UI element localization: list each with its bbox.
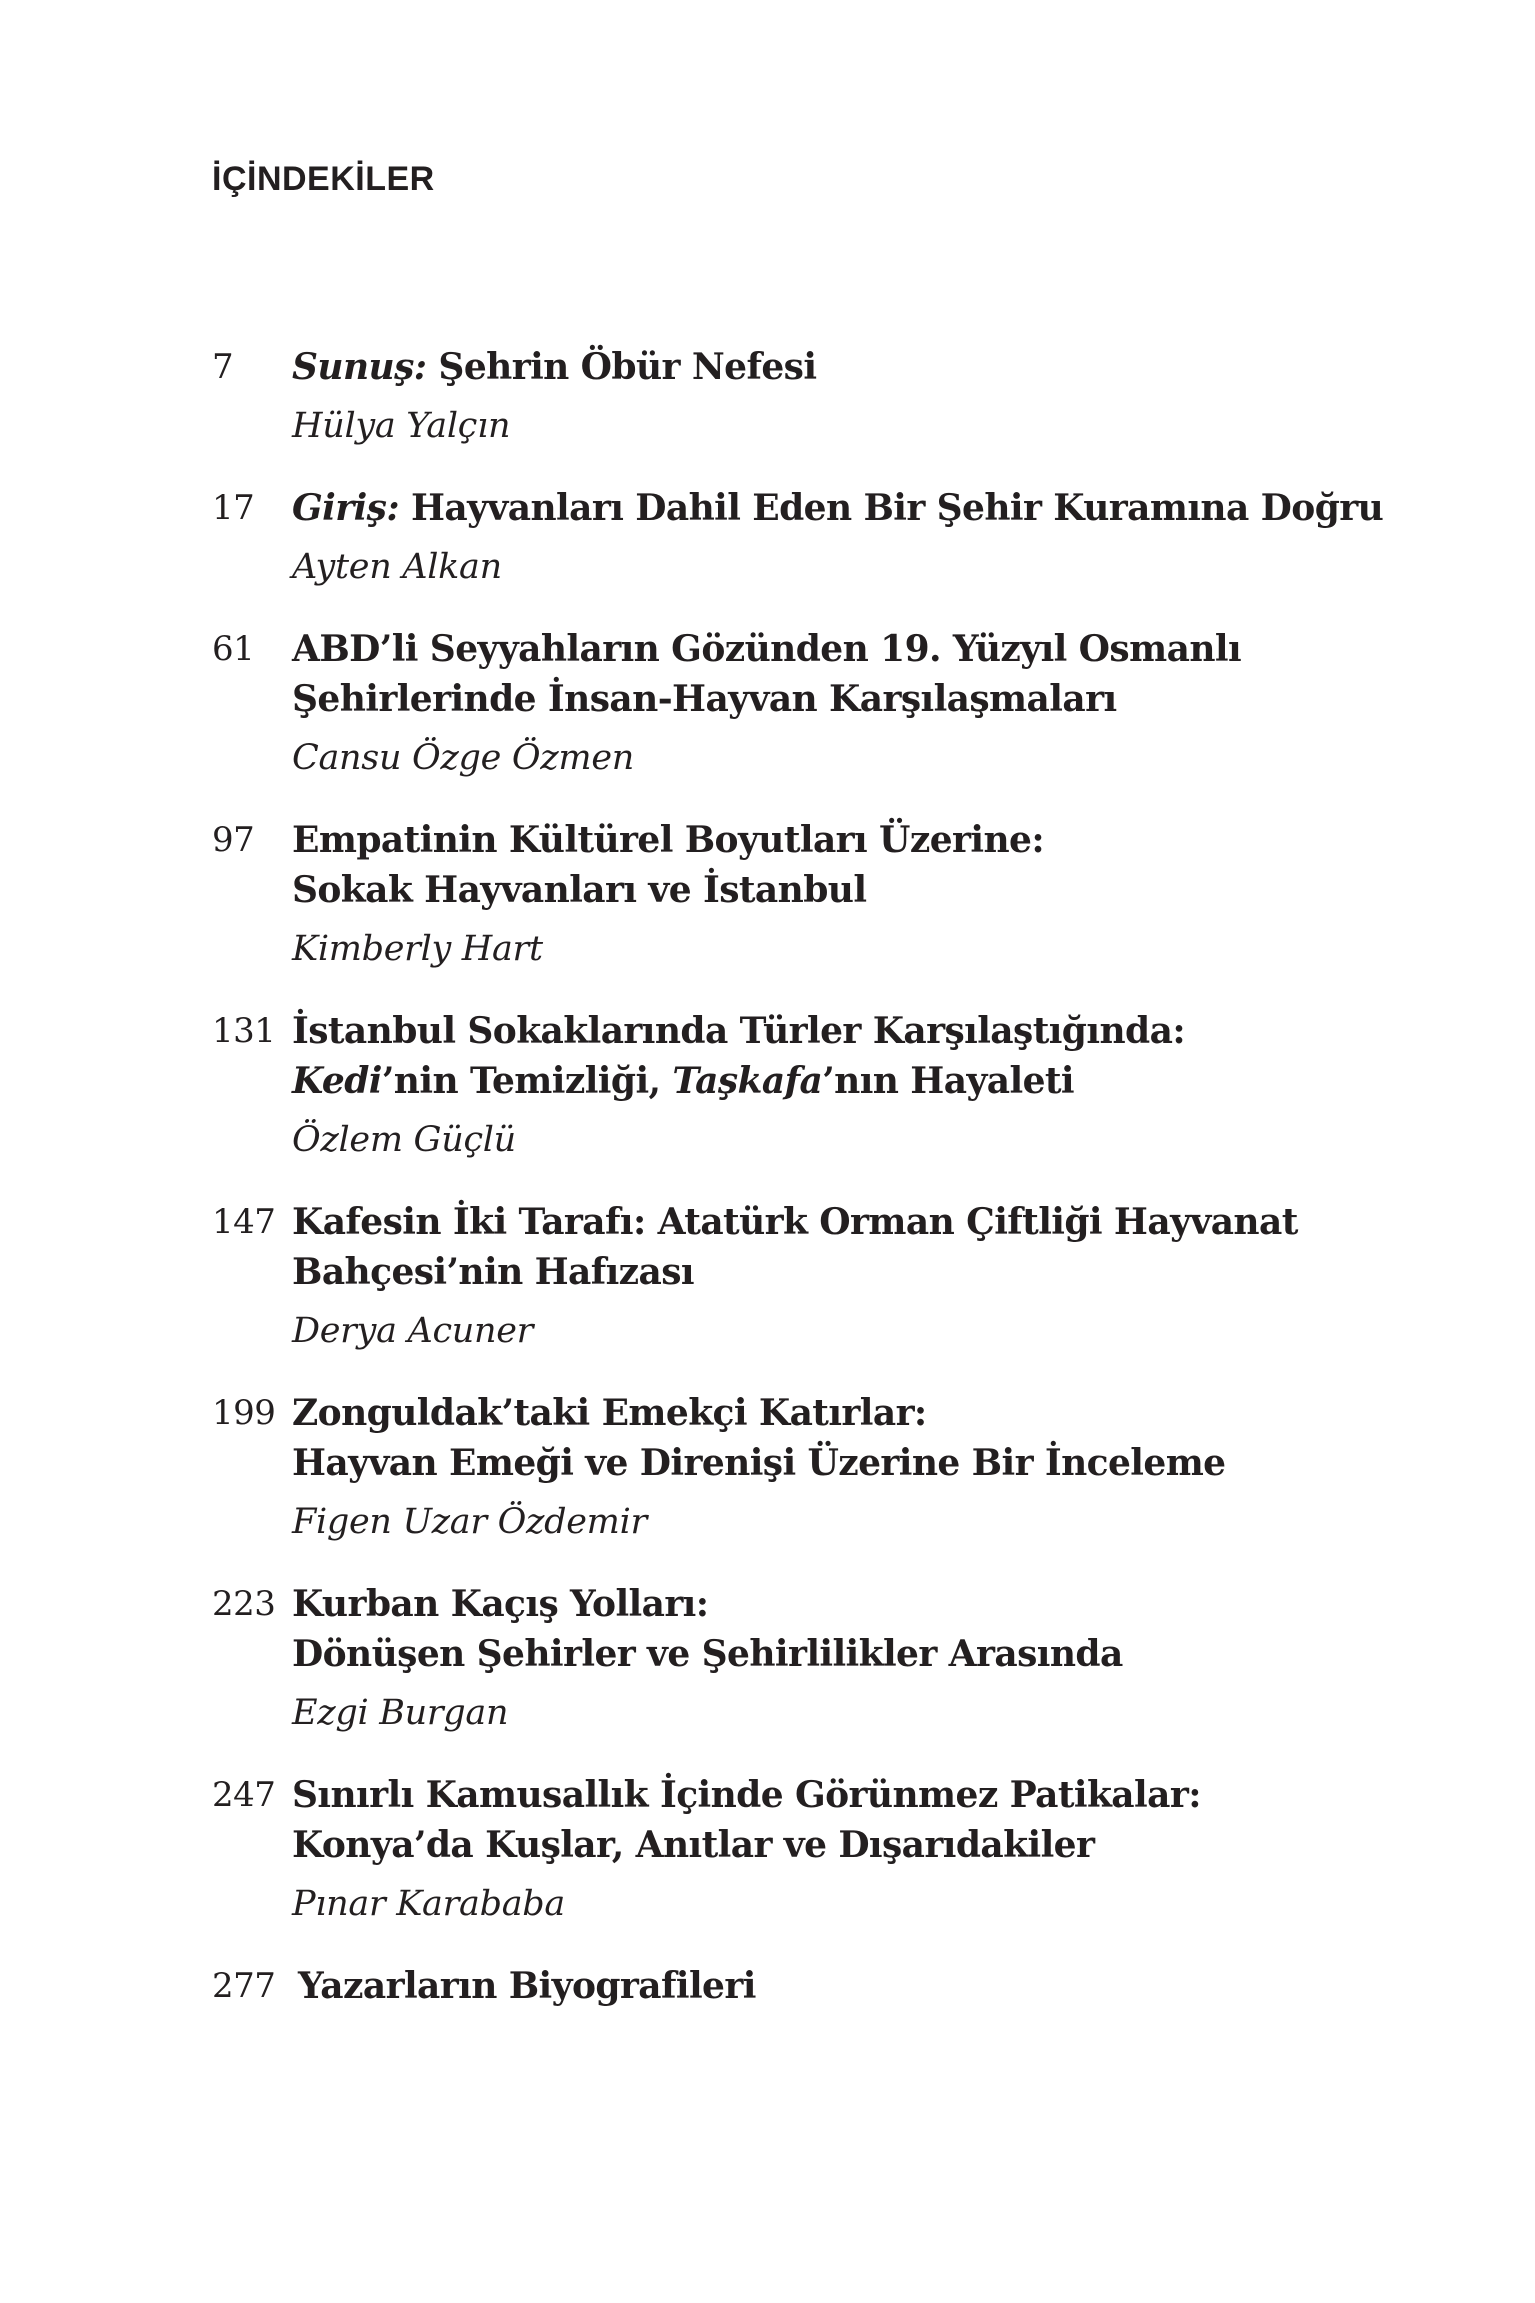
chapter-title — [292, 1388, 1412, 1488]
chapter-title: Yazarların Biyografileri — [298, 1965, 756, 2007]
title-prefix: Giriş: — [292, 487, 400, 529]
title-line: İstanbul Sokaklarında Türler Karşılaştığında: — [292, 1010, 1186, 1052]
italic-term: Kedi — [292, 1060, 382, 1102]
chapter-title — [292, 624, 1412, 724]
page-number: 17 — [212, 488, 255, 528]
title-line: Sokak Hayvanları ve İstanbul — [292, 869, 867, 911]
chapter-title — [292, 1197, 1412, 1297]
title-line: Zonguldak’taki Emekçi Katırlar: — [292, 1392, 927, 1434]
chapter-title — [292, 1006, 1412, 1106]
chapter-title — [292, 1579, 1412, 1679]
toc-entry[interactable] — [212, 1579, 1412, 1737]
title-line: Hayvan Emeği ve Direnişi Üzerine Bir İnceleme — [292, 1442, 1226, 1484]
page-number: 223 — [212, 1584, 276, 1624]
title-line: Sınırlı Kamusallık İçinde Görünmez Patikalar: — [292, 1774, 1201, 1816]
chapter-author: Ayten Alkan — [292, 547, 502, 587]
page-number: 61 — [212, 629, 255, 669]
toc-entry[interactable] — [212, 1770, 1412, 1928]
page-number: 247 — [212, 1775, 276, 1815]
chapter-author: Cansu Özge Özmen — [292, 738, 634, 778]
toc-entry[interactable] — [212, 815, 1412, 973]
title-line: Empatinin Kültürel Boyutları Üzerine: — [292, 819, 1045, 861]
italic-term: Taşkafa — [672, 1060, 823, 1102]
chapter-author: Kimberly Hart — [292, 929, 543, 969]
chapter-author: Figen Uzar Özdemir — [292, 1502, 647, 1542]
page-number: 97 — [212, 820, 255, 860]
title-line: ABD’li Seyyahların Gözünden 19. Yüzyıl Osmanlı — [292, 628, 1242, 670]
chapter-author: Derya Acuner — [292, 1311, 534, 1351]
toc-entry[interactable] — [212, 1197, 1412, 1355]
title-line: Kafesin İki Tarafı: Atatürk Orman Çiftliği Hayvanat — [292, 1201, 1298, 1243]
chapter-title — [292, 1770, 1412, 1870]
page-number: 131 — [212, 1011, 276, 1051]
title-prefix: Sunuş: — [292, 346, 427, 388]
toc-entry[interactable] — [212, 483, 1412, 591]
chapter-author: Ezgi Burgan — [292, 1693, 509, 1733]
title-line: Kurban Kaçış Yolları: — [292, 1583, 709, 1625]
toc-entry[interactable] — [212, 1388, 1412, 1546]
title-line: Konya’da Kuşlar, Anıtlar ve Dışarıdakiler — [292, 1824, 1095, 1866]
page-number: 7 — [212, 347, 234, 387]
page-number: 147 — [212, 1202, 276, 1242]
page-number: 199 — [212, 1393, 276, 1433]
toc-entry[interactable] — [212, 624, 1412, 782]
chapter-author: Pınar Karababa — [292, 1884, 565, 1924]
page-number: 277 — [212, 1966, 276, 2006]
chapter-author: Özlem Güçlü — [292, 1120, 516, 1160]
chapter-title: Giriş: Hayvanları Dahil Eden Bir Şehir Kuramına Doğru — [292, 487, 1384, 529]
toc-entry[interactable] — [212, 342, 1412, 450]
page-title: İÇİNDEKİLER — [212, 160, 435, 198]
chapter-title: Sunuş: Şehrin Öbür Nefesi — [292, 346, 817, 388]
title-line: Şehirlerinde İnsan-Hayvan Karşılaşmaları — [292, 678, 1117, 720]
toc-entry[interactable] — [212, 1961, 1412, 2011]
chapter-title — [292, 815, 1412, 915]
title-line: Dönüşen Şehirler ve Şehirlilikler Arasında — [292, 1633, 1123, 1675]
table-of-contents — [212, 342, 1412, 2044]
title-line: Bahçesi’nin Hafızası — [292, 1251, 695, 1293]
chapter-author: Hülya Yalçın — [292, 406, 511, 446]
toc-entry[interactable] — [212, 1006, 1412, 1164]
title-line: Kedi’nin Temizliği, Taşkafa’nın Hayaleti — [292, 1060, 1074, 1102]
